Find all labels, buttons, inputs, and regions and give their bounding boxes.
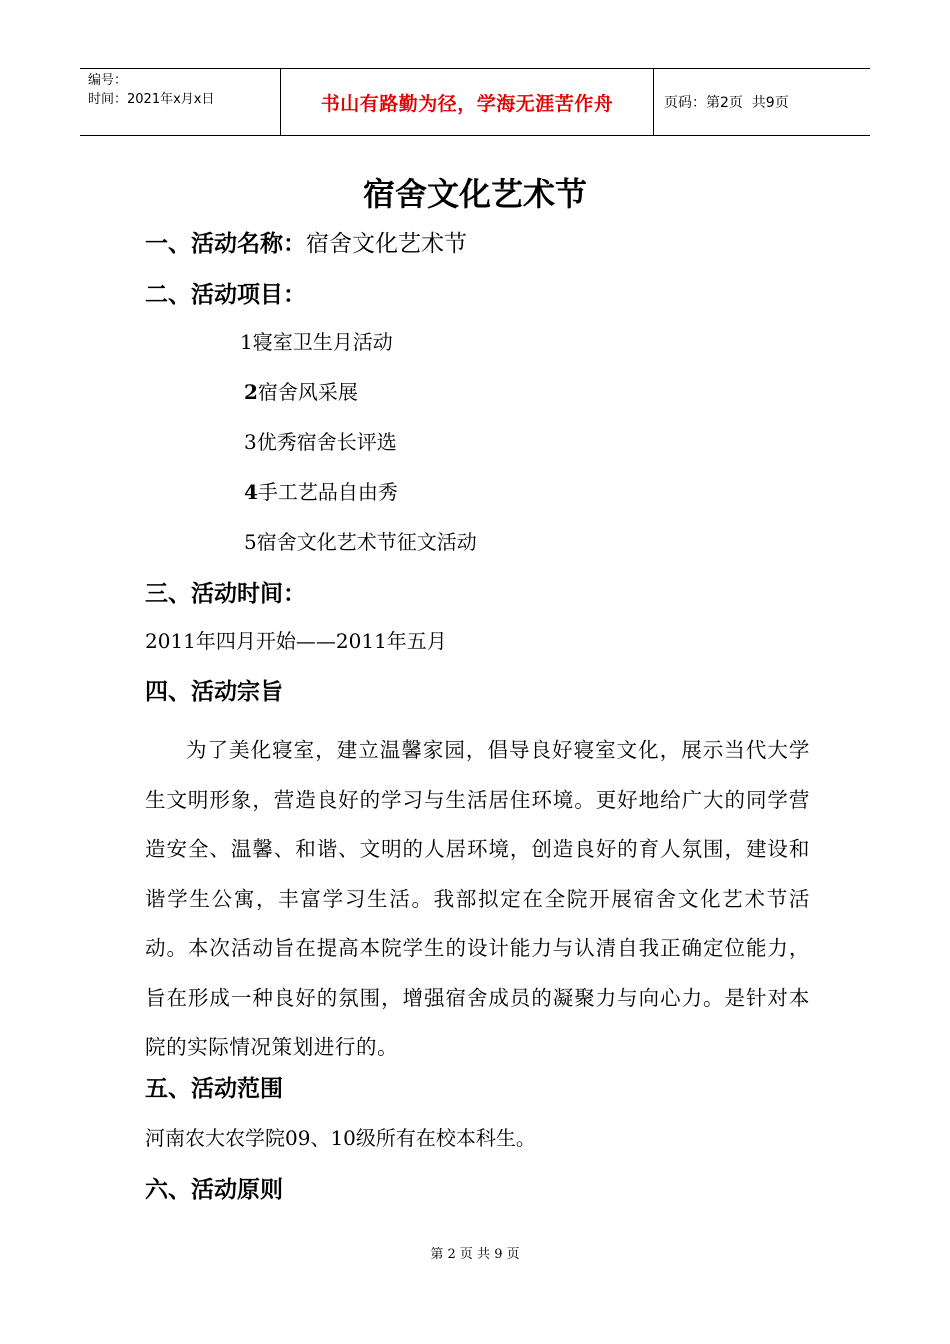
section-1-label: 一、活动名称： [145, 231, 306, 257]
motto-cell [281, 69, 654, 135]
page-footer: 第 2 页 共 9 页 [430, 1247, 520, 1262]
activity-scope-text: 河南农大农学院09、10级所有在校本科生。 [145, 1126, 536, 1150]
activity-item-number: 2 [244, 380, 258, 404]
activity-item-number: 5 [244, 530, 257, 554]
page-info-cell [654, 69, 870, 135]
activity-item-text: 宿舍文化艺术节征文活动 [256, 530, 477, 554]
activity-item-number: 3 [244, 430, 257, 454]
page-info-text: 页码：第2页 共9页 [664, 95, 789, 111]
section-3-heading: 三、活动时间： [145, 581, 306, 607]
activity-item [244, 377, 358, 407]
activity-item [244, 477, 398, 507]
purpose-paragraph: 为了美化寝室，建立温馨家园，倡导良好寝室文化，展示当代大学生文明形象，营造良好的学习与生活居住环境。更好地给广大的同学营造安全、温馨、和谐、文明的人居环境，创造良好的育人氛围，建设和谐学生公寓，丰富学习生活。我部拟定在全院开展宿舍文化艺术节活动。本次活动旨在提高本院学生的设计能力与认清自我正确定位能力，旨在形成一种良好的氛围，增强宿舍成员的凝聚力与向心力。是针对本院的实际情况策划进行的。 [145, 738, 810, 1059]
header-table [80, 68, 870, 136]
section-1-heading [145, 228, 467, 260]
section-5-heading: 五、活动范围 [145, 1076, 283, 1102]
activity-item-text: 宿舍风采展 [257, 380, 358, 404]
activity-item-text: 寝室卫生月活动 [252, 330, 393, 354]
date-label: 时间：2021年x月x日 [88, 92, 215, 107]
section-4-heading: 四、活动宗旨 [145, 679, 283, 705]
section-2-heading: 二、活动项目： [145, 282, 306, 308]
document-title: 宿舍文化艺术节 [362, 175, 587, 213]
section-6-heading: 六、活动原则 [145, 1177, 283, 1203]
activity-time-text: 2011年四月开始——2011年五月 [145, 629, 447, 653]
activity-item [240, 327, 393, 357]
section-1-value: 宿舍文化艺术节 [306, 231, 467, 257]
activity-item-number: 4 [244, 480, 258, 504]
activity-item-text: 优秀宿舍长评选 [256, 430, 397, 454]
header-meta-cell [80, 69, 281, 135]
activity-item-text: 手工艺品自由秀 [257, 480, 398, 504]
activity-item [244, 427, 397, 457]
motto-text: 书山有路勤为径，学海无涯苦作舟 [320, 92, 614, 115]
activity-item [244, 527, 477, 557]
activity-item-number: 1 [240, 330, 253, 354]
serial-number-label: 编号： [88, 73, 128, 88]
